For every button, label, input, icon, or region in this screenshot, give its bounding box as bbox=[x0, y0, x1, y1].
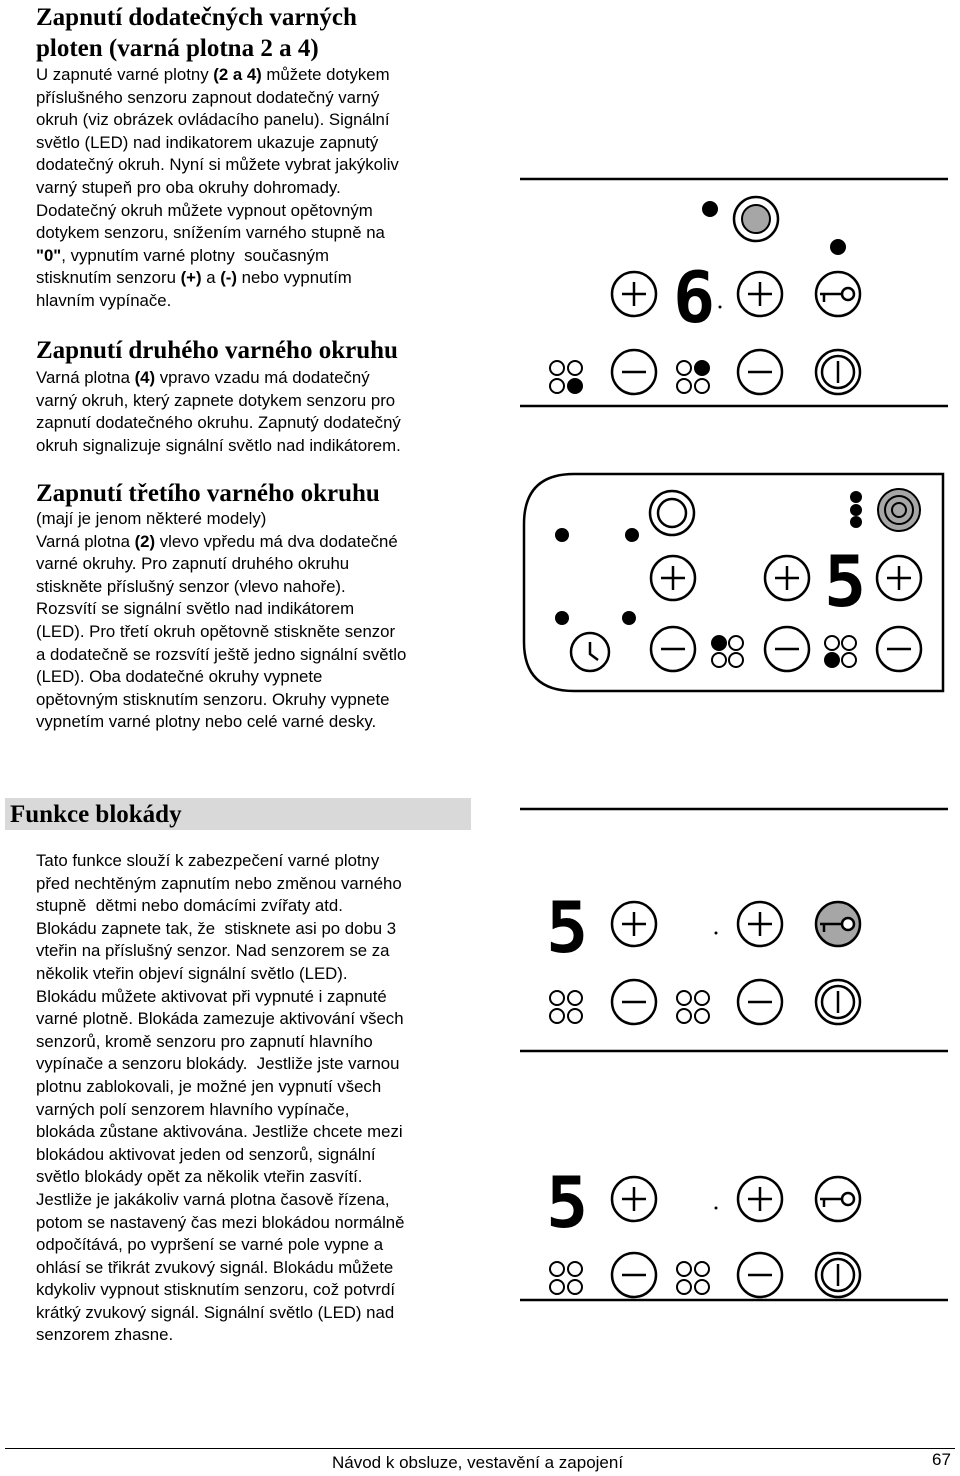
text-line: světlo blokády opět za několik vteřin zasvítí. bbox=[36, 1167, 363, 1187]
footer-title: Návod k obsluze, vestavění a zapojení bbox=[332, 1453, 624, 1472]
control-panel-figure-lock-on bbox=[520, 805, 950, 1055]
zone-layout-icon bbox=[712, 636, 856, 667]
text-line: varné okruhy. Pro zapnutí druhého okruhu bbox=[36, 554, 350, 574]
text-line: vteřin na příslušný senzor. Nad senzorem se za bbox=[36, 941, 390, 961]
key-lock-icon bbox=[816, 272, 860, 316]
text-line: krátký zvukový signál. Signální světlo (LED) nad bbox=[36, 1302, 395, 1322]
text-line: stiskněte příslušný senzor (vlevo nahoře). bbox=[36, 576, 346, 596]
key-lock-icon bbox=[816, 1177, 860, 1221]
text-line: okruh (viz obrázek ovládacího panelu). Signální bbox=[36, 110, 390, 130]
text-line: U zapnuté varné plotny (2 a 4) můžete dotykem bbox=[36, 65, 390, 84]
plus-icon bbox=[612, 902, 782, 946]
text-line: (LED). Pro třetí okruh opětovně stiskněte senzor bbox=[36, 621, 396, 641]
text-line: blokádou aktivovat jeden od senzorů, signální bbox=[36, 1144, 376, 1164]
paragraph-second-circuit bbox=[36, 367, 401, 457]
text-line: blokáda zůstane aktivována. Jestliže chcete mezi bbox=[36, 1122, 403, 1142]
text-line: okruh signalizuje signální světlo nad indikátorem. bbox=[36, 435, 401, 455]
plus-icon bbox=[612, 1177, 782, 1221]
text-line: Varná plotna (4) vpravo vzadu má dodatečný bbox=[36, 368, 370, 387]
title-line: Zapnutí dodatečných varných bbox=[36, 4, 357, 31]
title-line: ploten (varná plotna 2 a 4) bbox=[36, 35, 319, 62]
text-line: varné plotně. Blokáda zamezuje aktivování všech bbox=[36, 1009, 404, 1029]
text-line: varný stupeň pro oba okruhy dohromady. bbox=[36, 177, 341, 197]
page-number: 67 bbox=[932, 1450, 951, 1469]
paragraph-lock bbox=[36, 850, 404, 1347]
paragraph-third-circuit bbox=[36, 508, 406, 734]
power-icon bbox=[816, 980, 860, 1024]
minus-icon bbox=[738, 350, 782, 394]
led-indicator bbox=[555, 491, 862, 625]
control-panel-figure-extra-circuit bbox=[520, 175, 950, 410]
text-line: (mají je jenom některé modely) bbox=[36, 509, 267, 528]
section-title-second-circuit: Zapnutí druhého varného okruhu bbox=[36, 337, 398, 364]
led-indicator bbox=[702, 201, 846, 255]
control-panel-figure-third-circuit bbox=[522, 472, 946, 694]
text-line: dotykem senzoru, snížením varného stupně na bbox=[36, 223, 385, 243]
text-line: zapnutí dodatečného okruhu. Zapnutý dodatečný bbox=[36, 413, 401, 433]
control-panel-figure-lock-off bbox=[520, 1080, 950, 1305]
text-line: stisknutím senzoru (+) a (-) nebo vypnutím bbox=[36, 268, 352, 288]
text-line: před nechtěným zapnutím nebo změnou varného bbox=[36, 873, 402, 893]
text-line: varných polí senzorem hlavního vypínače, bbox=[36, 1099, 350, 1119]
section-title-extra-zones bbox=[36, 2, 357, 64]
text-line: příslušného senzoru zapnout dodatečný varný bbox=[36, 87, 380, 107]
display-dot bbox=[715, 1207, 718, 1210]
extra-circuit-sensor-icon bbox=[734, 197, 778, 241]
section-title-third-circuit: Zapnutí třetího varného okruhu bbox=[36, 480, 380, 507]
text-line: Blokádu můžete aktivovat při vypnuté i zapnuté bbox=[36, 986, 387, 1006]
minus-icon bbox=[651, 627, 921, 671]
text-line: opětovným stisknutím senzoru. Okruhy vypnete bbox=[36, 689, 390, 709]
timer-icon bbox=[571, 633, 609, 671]
triple-circuit-sensor-icon bbox=[878, 489, 920, 531]
extra-circuit-sensor-icon bbox=[650, 491, 694, 535]
text-line: dodatečný okruh. Nyní si můžete vybrat jakýkoliv bbox=[36, 155, 399, 175]
text-line: ohlásí se třikrát zvukový signál. Blokádu můžete bbox=[36, 1257, 394, 1277]
text-line: vypínače a senzoru blokády. Jestliže jste varnou bbox=[36, 1054, 400, 1074]
text-line: (LED). Oba dodatečné okruhy vypnete bbox=[36, 667, 323, 687]
text-line: senzorů, kromě senzoru pro zapnutí hlavního bbox=[36, 1031, 373, 1051]
zone-layout-icon bbox=[550, 361, 582, 393]
text-line: Blokádu zapnete tak, že stisknete asi po dobu 3 bbox=[36, 918, 397, 938]
text-line: senzorem zhasne. bbox=[36, 1325, 174, 1345]
paragraph-extra-zones bbox=[36, 64, 399, 313]
text-line: kdykoliv vypnout stisknutím senzoru, což potvrdí bbox=[36, 1280, 396, 1300]
text-line: Jestliže je jakákoliv varná plotna časově řízena, bbox=[36, 1189, 390, 1209]
key-lock-icon bbox=[816, 902, 860, 946]
text-line: "0", vypnutím varné plotny současným bbox=[36, 245, 329, 265]
plus-icon bbox=[651, 556, 921, 600]
display-dot bbox=[719, 306, 722, 309]
plus-icon bbox=[612, 272, 656, 316]
footer-rule bbox=[5, 1448, 955, 1449]
text-line: Tato funkce slouží k zabezpečení varné plotny bbox=[36, 851, 380, 870]
text-line: vypnetím varné plotny nebo celé varné desky. bbox=[36, 712, 377, 732]
display-digit: 5 bbox=[546, 1162, 589, 1244]
text-line: světlo (LED) nad indikatorem ukazuje zapnutý bbox=[36, 132, 379, 152]
text-line: stupně dětmi nebo domácími zvířaty atd. bbox=[36, 896, 343, 916]
text-line: několik vteřin objeví signální světlo (LED). bbox=[36, 963, 348, 983]
text-line: Rozsvítí se signální světlo nad indikátorem bbox=[36, 599, 355, 619]
zone-layout-icon bbox=[677, 361, 709, 393]
text-line: potom se nastavený čas mezi blokádou normálně bbox=[36, 1212, 405, 1232]
text-line: Dodatečný okruh můžete vypnout opětovným bbox=[36, 200, 373, 220]
minus-icon bbox=[612, 350, 656, 394]
power-icon bbox=[816, 350, 860, 394]
text-line: varný okruh, který zapnete dotykem senzoru pro bbox=[36, 390, 396, 410]
display-digit: 5 bbox=[546, 887, 589, 969]
text-line: a dodatečně se rozsvítí ještě jedno signální světlo bbox=[36, 644, 407, 664]
plus-icon bbox=[738, 272, 782, 316]
display-digit: 5 bbox=[824, 541, 867, 623]
zone-layout-icon bbox=[550, 1262, 709, 1294]
text-line: plotnu zablokovali, je možné jen vypnutí všech bbox=[36, 1076, 382, 1096]
display-digit: 6 bbox=[673, 257, 716, 339]
zone-layout-icon bbox=[550, 991, 709, 1023]
text-line: odpočítává, po vypršení se varné pole vypne a bbox=[36, 1235, 384, 1255]
display-dot bbox=[715, 932, 718, 935]
section-title-lock: Funkce blokády bbox=[10, 801, 182, 828]
power-icon bbox=[816, 1253, 860, 1297]
text-line: Varná plotna (2) vlevo vpředu má dva dodatečné bbox=[36, 531, 398, 551]
text-line: hlavním vypínače. bbox=[36, 290, 172, 310]
